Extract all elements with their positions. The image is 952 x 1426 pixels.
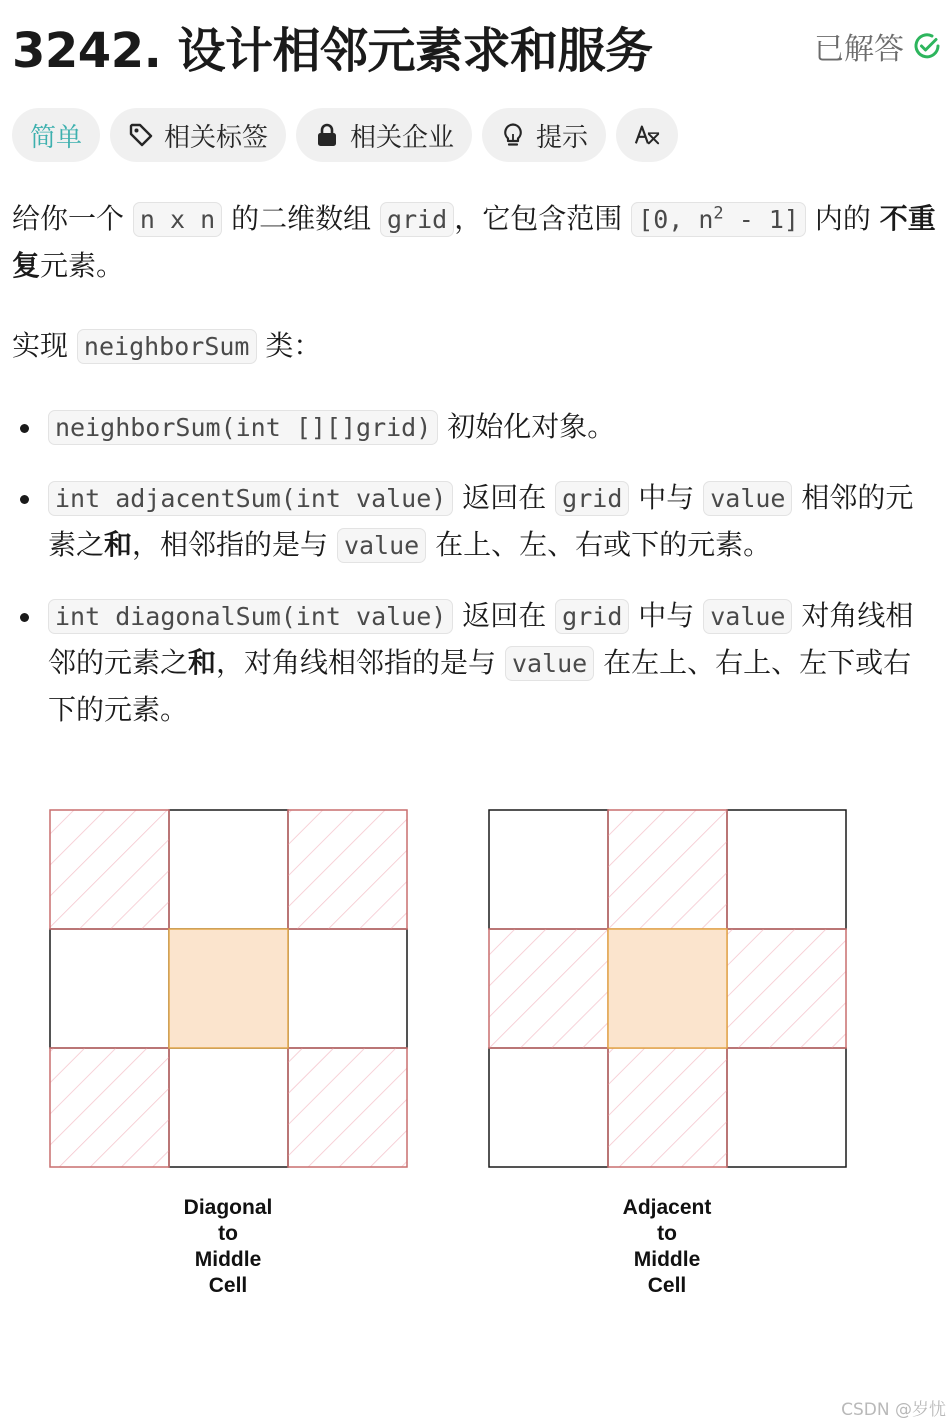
- grid-cell-center: [608, 929, 727, 1048]
- inline-code: value: [337, 528, 426, 563]
- watermark: CSDN @岁忧: [841, 1400, 946, 1420]
- neighbor-grids-diagram: [0, 790, 952, 1190]
- inline-code: n x n: [133, 202, 222, 237]
- bold-text: 和: [104, 528, 133, 561]
- grid-cell-bottom: [608, 1048, 727, 1167]
- solved-status: [814, 24, 942, 68]
- list-item: int diagonalSum(int value) 返回在 grid 中与 value 对角线相邻的元素之和，对角线相邻指的是与 value 在左上、右上、左下或右下的元素。: [12, 593, 937, 733]
- grid-cell-top: [169, 810, 288, 929]
- topics-label: 相关标签: [164, 122, 269, 153]
- grid-cell-center: [169, 929, 288, 1048]
- grid-cell-bottom: [169, 1048, 288, 1167]
- example-figure: [0, 790, 952, 1350]
- problem-title: 3242. 设计相邻元素求和服务: [12, 23, 653, 79]
- lightbulb-icon: [500, 122, 526, 148]
- description-paragraph-2: 实现 neighborSum 类：: [12, 329, 322, 362]
- adjacent-caption: Adjacent to Middle Cell: [622, 1196, 712, 1297]
- bold-text: 不重复: [12, 202, 936, 282]
- problem-description: [12, 196, 937, 757]
- list-item: int adjacentSum(int value) 返回在 grid 中与 value 相邻的元素之和，相邻指的是与 value 在上、左、右或下的元素。: [12, 475, 937, 569]
- grid-cell-top: [608, 810, 727, 929]
- inline-code: value: [505, 646, 594, 681]
- inline-code-range: [0, $n^2 - 1$]: [631, 202, 806, 237]
- grid-cell-bottom-right: [727, 1048, 846, 1167]
- grid-cell-left: [489, 929, 608, 1048]
- tag-bar: [12, 108, 678, 162]
- inline-code: grid: [555, 481, 629, 516]
- grid-cell-bottom-left: [50, 1048, 169, 1167]
- grid-cell-right: [727, 929, 846, 1048]
- translate-button[interactable]: [616, 108, 678, 162]
- grid-cell-top-left: [50, 810, 169, 929]
- grid-cell-bottom-left: [489, 1048, 608, 1167]
- companies-label: 相关企业: [350, 122, 455, 153]
- check-circle-icon: [912, 31, 942, 61]
- inline-code: value: [703, 481, 792, 516]
- hint-button[interactable]: [482, 108, 606, 162]
- translate-icon: [634, 122, 660, 148]
- grid-cell-top-right: [727, 810, 846, 929]
- inline-code: int diagonalSum(int value): [48, 599, 453, 634]
- description-paragraph-1: 给你一个 n x n 的二维数组 grid ，它包含范围 [0, $n^2 - 1$] 内的 不重复元素。: [12, 202, 936, 282]
- inline-code: grid: [555, 599, 629, 634]
- solved-label: 已解答: [814, 32, 904, 67]
- topics-button[interactable]: [110, 108, 286, 162]
- inline-code: neighborSum(int [][]grid): [48, 410, 438, 445]
- inline-code: value: [703, 599, 792, 634]
- problem-header: [12, 8, 942, 78]
- inline-code: neighborSum: [77, 329, 257, 364]
- diagonal-caption: Diagonal to Middle Cell: [183, 1196, 273, 1297]
- difficulty-badge: 简单: [12, 108, 100, 162]
- grid-cell-top-left: [489, 810, 608, 929]
- diagonal-grid: [50, 810, 407, 1167]
- method-list: [12, 404, 937, 733]
- adjacent-grid: [489, 810, 846, 1167]
- list-item: neighborSum(int [][]grid) 初始化对象。: [12, 404, 937, 451]
- inline-code: int adjacentSum(int value): [48, 481, 453, 516]
- tag-icon: [128, 122, 154, 148]
- lock-icon: [314, 122, 340, 148]
- companies-button[interactable]: [296, 108, 472, 162]
- grid-cell-top-right: [288, 810, 407, 929]
- bold-text: 和: [188, 646, 217, 679]
- grid-cell-left: [50, 929, 169, 1048]
- grid-cell-right: [288, 929, 407, 1048]
- inline-code: grid: [380, 202, 454, 237]
- hint-label: 提示: [536, 122, 589, 153]
- grid-cell-bottom-right: [288, 1048, 407, 1167]
